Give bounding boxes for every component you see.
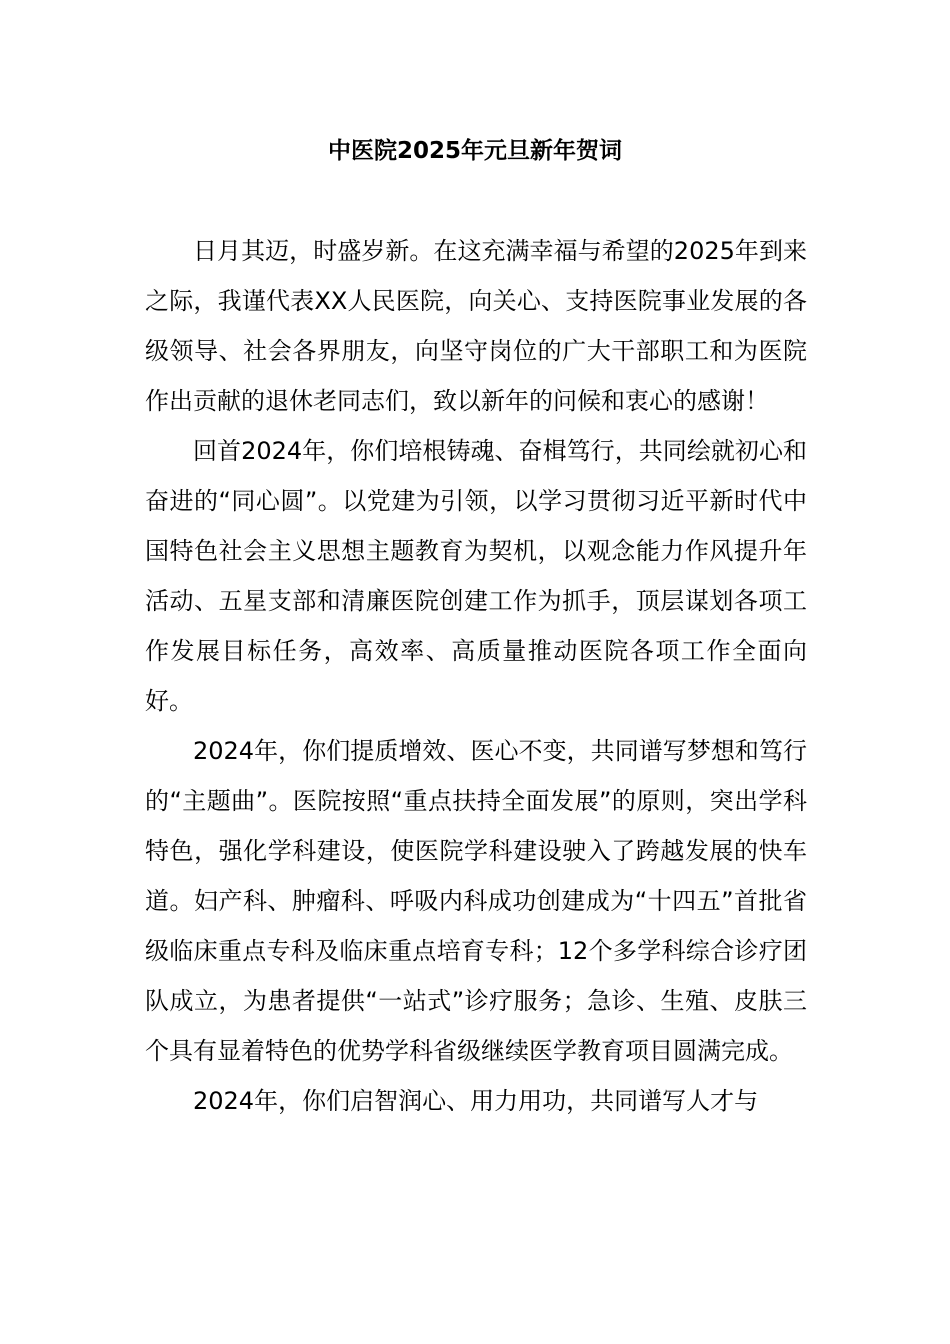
paragraph-review-party-building: 回首2024年，你们培根铸魂、奋楫笃行，共同绘就初心和奋进的“同心圆”。以党建为引领，以学习贯彻习近平新时代中国特色社会主义思想主题教育为契机，以观念能力作风提升年活动、五星支部和清廉医院创建工作为抓手，顶层谋划各项工作发展目标任务，高效率、高质量推动医院各项工作全面向好。 — [145, 437, 807, 715]
paragraph-talent: 2024年，你们启智润心、用力用功，共同谱写人才与 — [193, 1087, 759, 1115]
document-title: 中医院2025年元旦新年贺词 — [327, 138, 622, 164]
document-body — [145, 226, 807, 1126]
paragraph-discipline-development: 2024年，你们提质增效、医心不变，共同谱写梦想和笃行的“主题曲”。医院按照“重点扶持全面发展”的原则，突出学科特色，强化学科建设，使医院学科建设驶入了跨越发展的快车道。妇产科、肿瘤科、呼吸内科成功创建成为“十四五”首批省级临床重点专科及临床重点培育专科；12个多学科综合诊疗团队成立，为患者提供“一站式”诊疗服务；急诊、生殖、皮肤三个具有显着特色的优势学科省级继续医学教育项目圆满完成。 — [145, 737, 807, 1065]
paragraph-greeting: 日月其迈，时盛岁新。在这充满幸福与希望的2025年到来之际，我谨代表XX人民医院，向关心、支持医院事业发展的各级领导、社会各界朋友，向坚守岗位的广大干部职工和为医院作出贡献的退休老同志们，致以新年的问候和衷心的感谢！ — [145, 237, 807, 415]
